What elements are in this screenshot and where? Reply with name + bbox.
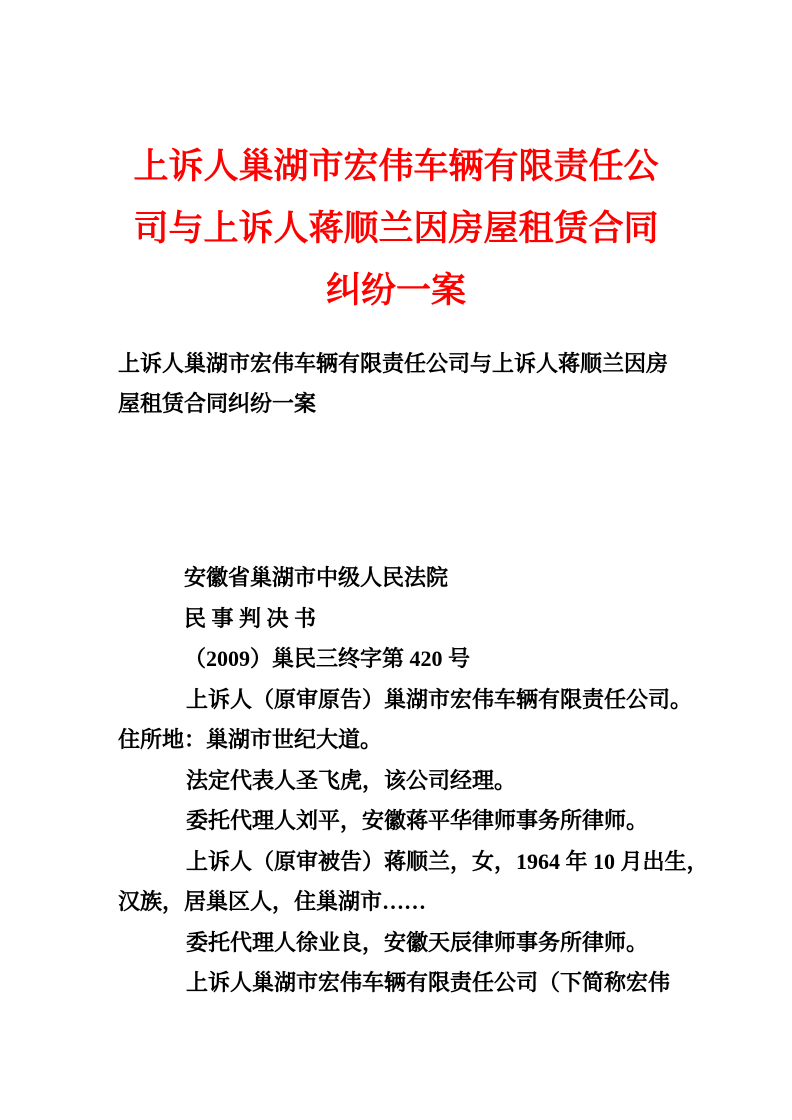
- case-number: （2009）巢民三终字第 420 号: [184, 646, 471, 671]
- legal-representative-line: 法定代表人圣飞虎，该公司经理。: [186, 767, 517, 793]
- appellant-defendant-address-line: 汉族，居巢区人，住巢湖市……: [118, 889, 427, 914]
- title-line-2: 司与上诉人蒋顺兰因房屋租赁合同: [133, 209, 659, 248]
- agent-xu-yeliang-line: 委托代理人徐业良，安徽天辰律师事务所律师。: [186, 929, 649, 955]
- document-title: [0, 136, 792, 322]
- title-line-1: 上诉人巢湖市宏伟车辆有限责任公: [133, 147, 659, 186]
- document-subtitle: [118, 344, 678, 424]
- subtitle-line-1: 上诉人巢湖市宏伟车辆有限责任公司与上诉人蒋顺兰因房: [118, 351, 669, 376]
- title-line-3: 纠纷一案: [325, 271, 466, 310]
- judgment-body: [118, 558, 709, 1004]
- appellant-plaintiff-address-line: 住所地：巢湖市世纪大道。: [118, 727, 383, 752]
- body-last-line: 上诉人巢湖市宏伟车辆有限责任公司（下简称宏伟: [186, 970, 671, 995]
- document-type: 民 事 判 决 书: [184, 605, 317, 631]
- appellant-defendant-line: 上诉人（原审被告）蒋顺兰，女，1964 年 10 月出生，: [186, 848, 709, 874]
- agent-liu-ping-line: 委托代理人刘平，安徽蒋平华律师事务所律师。: [186, 808, 649, 833]
- appellant-plaintiff-line: 上诉人（原审原告）巢湖市宏伟车辆有限责任公司。: [186, 686, 693, 712]
- court-name: 安徽省巢湖市中级人民法院: [184, 565, 449, 590]
- subtitle-line-2: 屋租赁合同纠纷一案: [118, 391, 317, 416]
